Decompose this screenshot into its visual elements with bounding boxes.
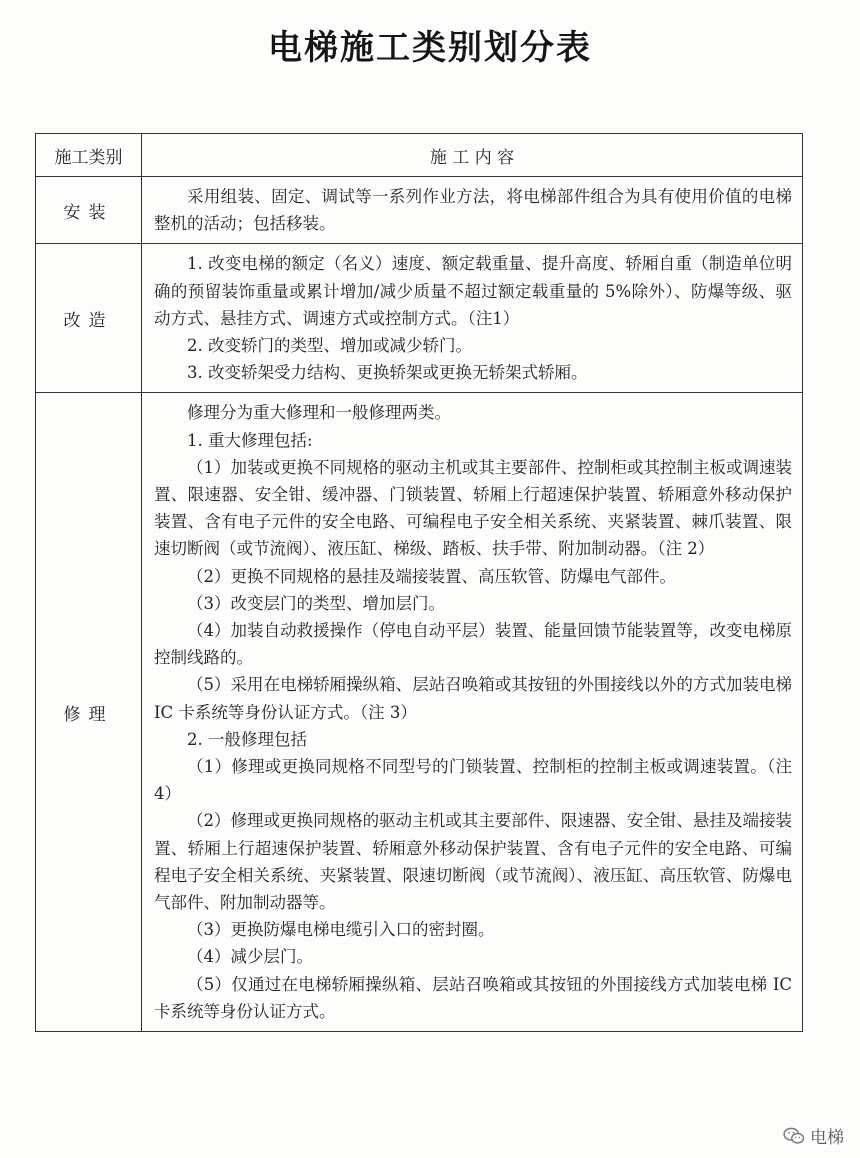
content-paragraph: （3）改变层门的类型、增加层门。 (187, 593, 445, 613)
content-paragraph: 修理分为重大修理和一般修理两类。 (187, 403, 451, 423)
table-header-row (36, 134, 803, 177)
construction-category-table (35, 133, 803, 1032)
watermark-label: 电梯 (810, 1128, 844, 1148)
content-paragraph: 1. 重大修理包括: (187, 430, 313, 450)
content-paragraph: （5）采用在电梯轿厢操纵箱、层站召唤箱或其按钮的外围接线以外的方式加装电梯 IC 卡系统等身份认证方式。（注 3） (154, 675, 792, 722)
category-cell (36, 393, 142, 1032)
category-cell (36, 177, 142, 244)
content-paragraph: （2）修理或更换同规格的驱动主机或其主要部件、限速器、安全钳、悬挂及端接装置、轿厢上行超速保护装置、轿厢意外移动保护装置、含有电子元件的安全电路、可编程电子安全相关系统、夹紧装置、限速切断阀（或节流阀）、液压缸、高压软管、防爆电气部件、附加制动器等。 (154, 811, 792, 913)
category-cell (36, 244, 142, 393)
content-paragraph: （2）更换不同规格的悬挂及端接装置、高压软管、防爆电气部件。 (187, 566, 676, 586)
category-label: 改造 (63, 310, 114, 331)
table-row-install (36, 177, 803, 244)
content-paragraph: 2. 一般修理包括 (187, 729, 307, 749)
content-paragraph: （4）减少层门。 (187, 947, 313, 967)
content-paragraph: 采用组装、固定、调试等一系列作业方法，将电梯部件组合为具有使用价值的电梯整机的活动；包括移装。 (154, 187, 792, 234)
header-content: 施 工 内 容 (142, 134, 803, 177)
category-label: 修理 (63, 704, 114, 725)
content-cell (142, 177, 803, 244)
source-watermark (783, 1123, 844, 1148)
table-row-repair (36, 393, 803, 1032)
content-paragraph: （1）加装或更换不同规格的驱动主机或其主要部件、控制柜或其控制主板或调速装置、限速器、安全钳、缓冲器、门锁装置、轿厢上行超速保护装置、轿厢意外移动保护装置、含有电子元件的安全电路、可编程电子安全相关系统、夹紧装置、棘爪装置、限速切断阀（或节流阀）、液压缸、梯级、踏板、扶手带、附加制动器。（注 2） (154, 457, 792, 559)
page-title: 电梯施工类别划分表 (268, 28, 592, 68)
content-cell (142, 393, 803, 1032)
category-label: 安装 (63, 202, 114, 223)
wechat-icon (783, 1127, 805, 1145)
content-paragraph: （5）仅通过在电梯轿厢操纵箱、层站召唤箱或其按钮的外围接线方式加装电梯 IC 卡系统等身份认证方式。 (154, 974, 792, 1021)
content-cell (142, 244, 803, 393)
content-paragraph: （4）加装自动救援操作（停电自动平层）装置、能量回馈节能装置等，改变电梯原控制线路的。 (154, 621, 792, 668)
content-paragraph: （3）更换防爆电梯电缆引入口的密封圈。 (187, 920, 495, 940)
table-row-modify (36, 244, 803, 393)
content-paragraph: （1）修理或更换同规格不同型号的门锁装置、控制柜的控制主板或调速装置。（注 4） (154, 757, 792, 804)
content-paragraph: 1. 改变电梯的额定（名义）速度、额定载重量、提升高度、轿厢自重（制造单位明确的预留装饰重量或累计增加/减少质量不超过额定载重量的 5%除外）、防爆等级、驱动方式、悬挂方式、调速方式或控制方式。（注1） (154, 254, 792, 328)
content-paragraph: 3. 改变轿架受力结构、更换轿架或更换无轿架式轿厢。 (187, 363, 588, 383)
content-paragraph: 2. 改变轿门的类型、增加或减少轿门。 (187, 336, 472, 356)
header-category: 施工类别 (36, 134, 142, 177)
